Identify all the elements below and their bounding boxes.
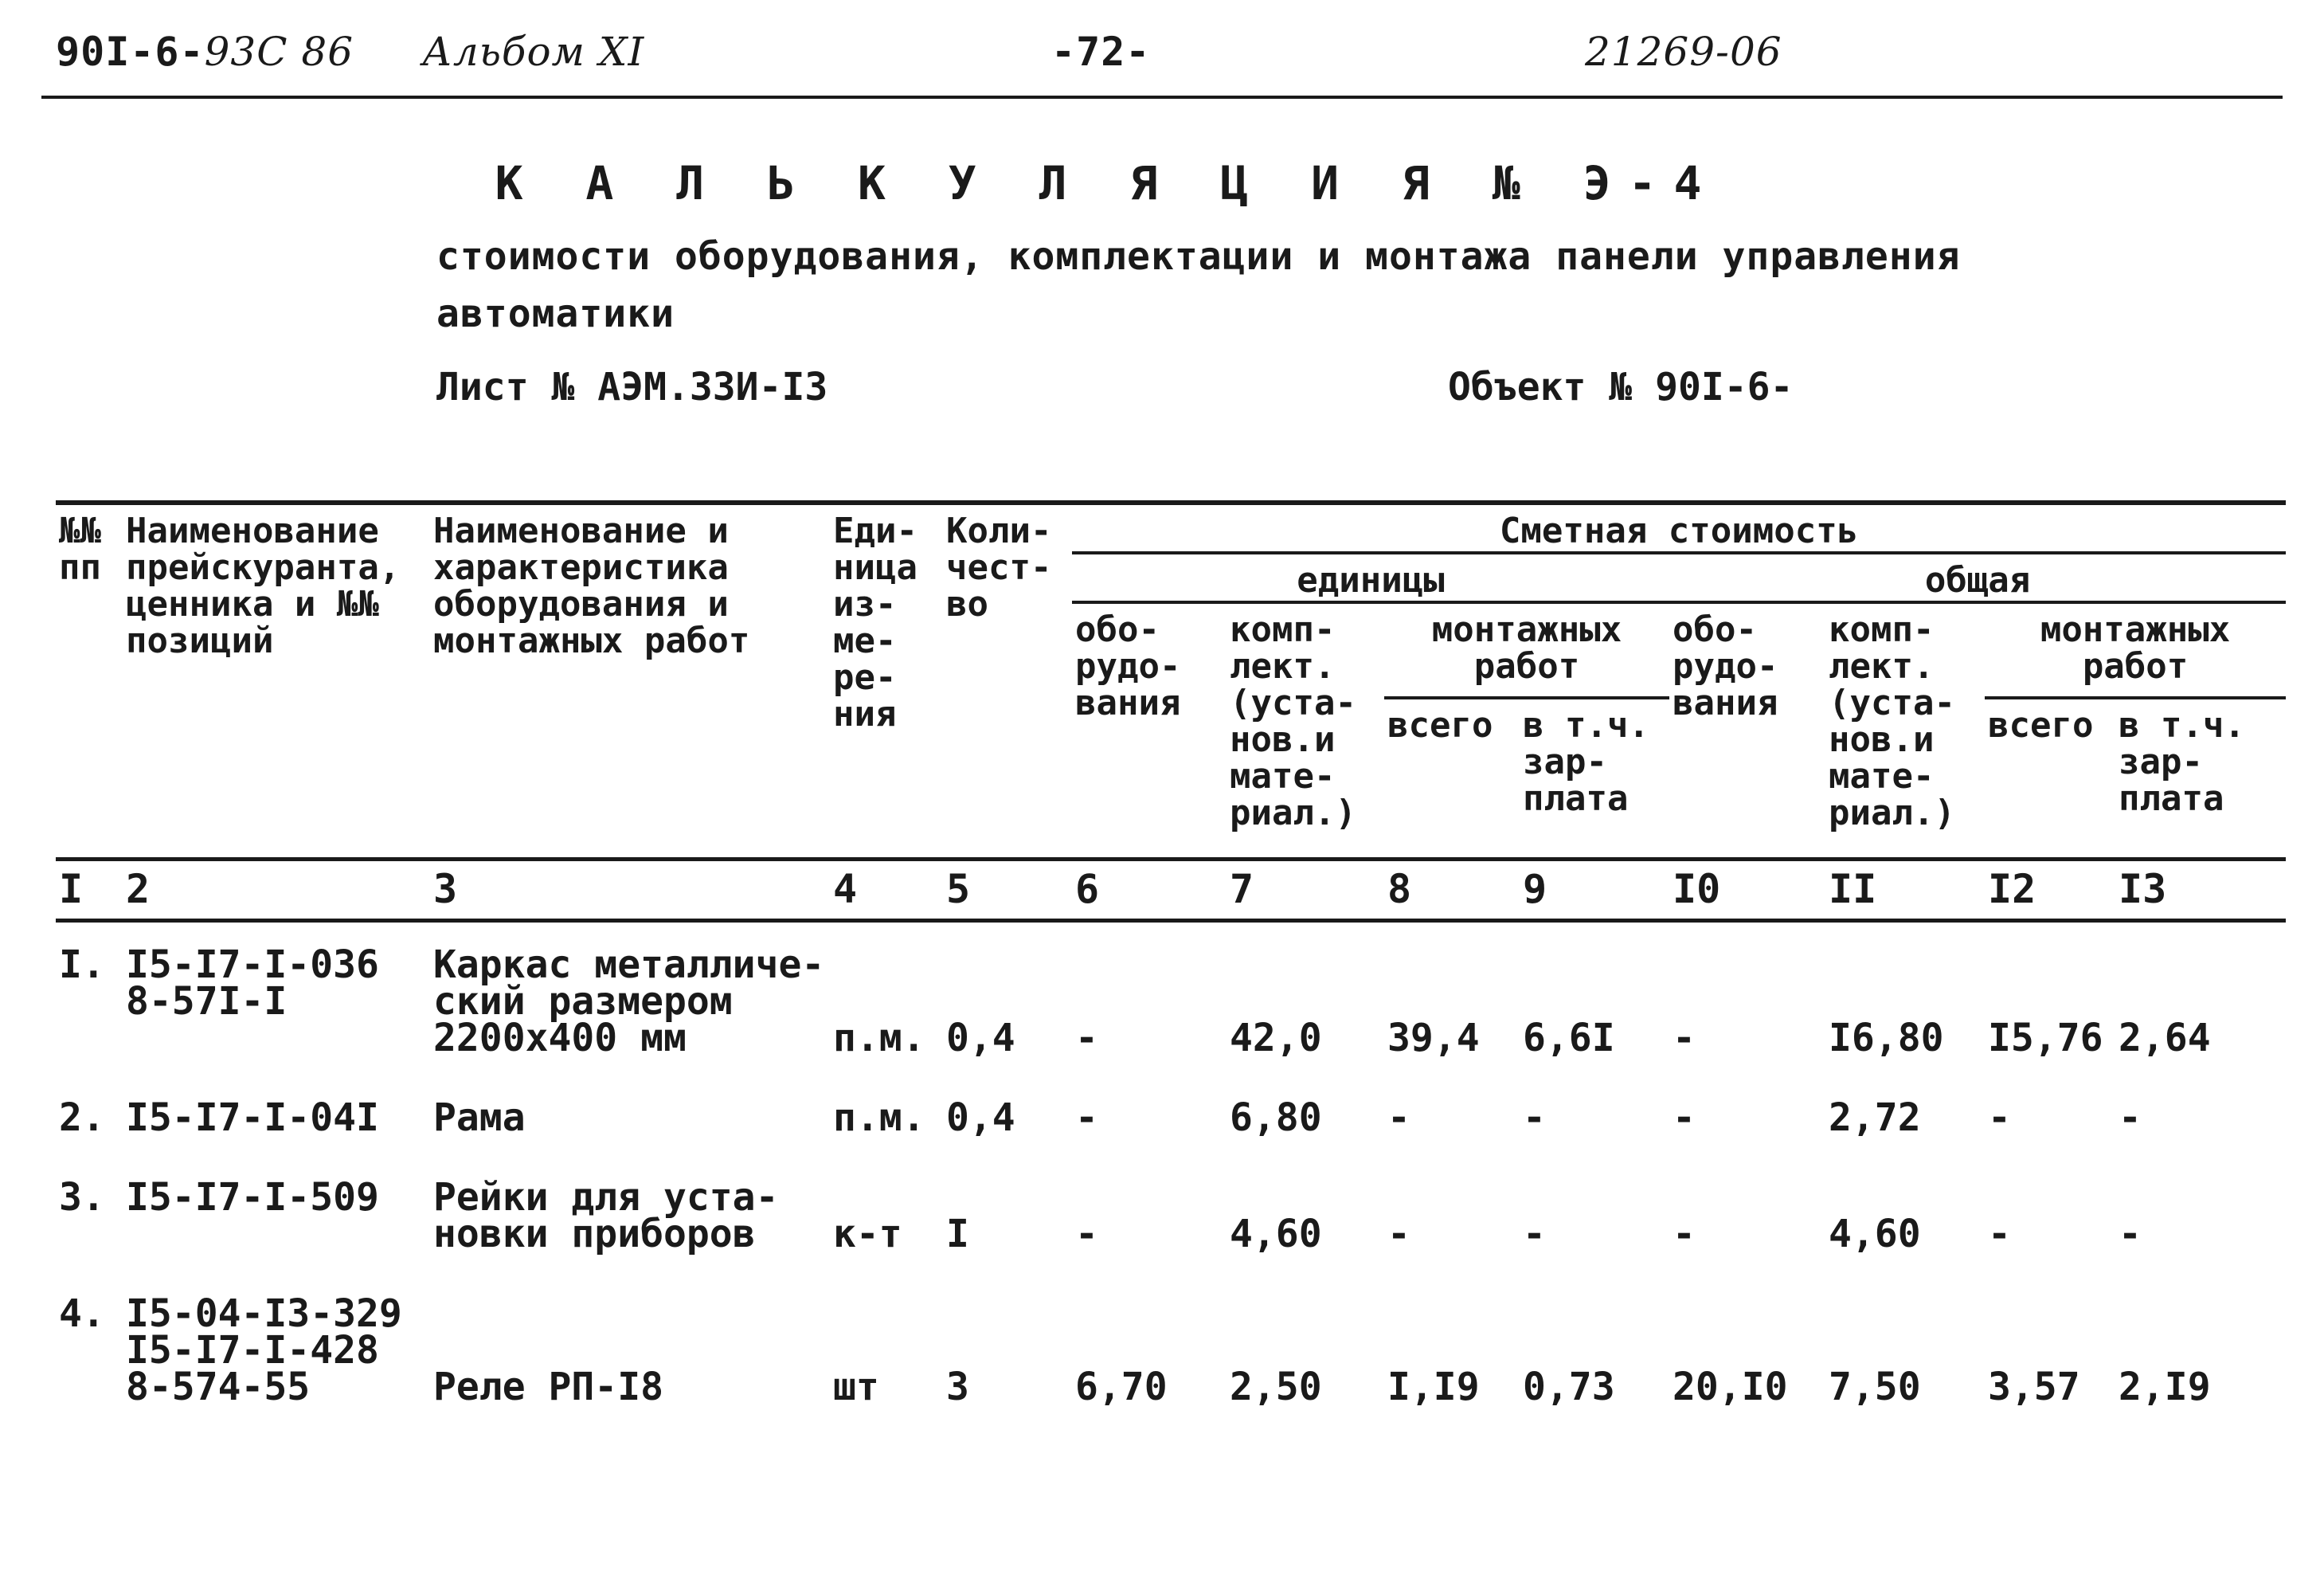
row-unit-mount-all: 39,4 xyxy=(1387,1016,1480,1060)
row-unit-mount-wage: 6,6I xyxy=(1523,1016,1615,1060)
row-unit-mount-all: - xyxy=(1387,1095,1410,1140)
header-mount: монтажных работ xyxy=(1384,602,1669,698)
row-positions xyxy=(123,1155,430,1271)
column-number: 5 xyxy=(943,860,1072,921)
row-total-mount-all: I5,76 xyxy=(1988,1016,2103,1060)
header-complect-total: комп-лект. (уста-нов.и мате-риал.) xyxy=(1829,609,1955,833)
header-rule xyxy=(41,96,2283,99)
header-mount-wage-total: в т.ч. зар-плата xyxy=(2119,705,2245,820)
row-num: 3. xyxy=(59,1175,105,1220)
table-row xyxy=(56,921,2286,1076)
header-num: №№ пп xyxy=(56,503,123,833)
row-qty: 0,4 xyxy=(946,1095,1015,1140)
table-row xyxy=(56,1271,2286,1424)
object-number: Объект № 90I-6- xyxy=(1448,365,1794,409)
row-name: Рама xyxy=(433,1095,526,1140)
table-row xyxy=(56,1155,2286,1271)
header-estimated-cost: Сметная стоимость xyxy=(1072,503,2286,553)
row-total-equipment: - xyxy=(1673,1212,1696,1256)
column-number: 9 xyxy=(1520,860,1669,921)
row-total-mount-wage: - xyxy=(2119,1212,2142,1256)
row-total-equipment: - xyxy=(1673,1016,1696,1060)
column-number: 8 xyxy=(1384,860,1520,921)
row-qty: I xyxy=(946,1212,969,1256)
header-unit: Еди-ница из-ме-ре-ния xyxy=(830,503,943,833)
row-unit-mount-all: I,I9 xyxy=(1387,1365,1480,1409)
column-number: 2 xyxy=(123,860,430,921)
position-code: I5-I7-I-036 xyxy=(126,942,379,987)
header-equipment-total: обо-рудо-вания xyxy=(1673,609,1778,723)
series-printed: 90I-6- xyxy=(56,29,205,75)
row-unit: к-т xyxy=(833,1212,902,1256)
row-unit: п.м. xyxy=(833,1016,925,1060)
position-code: I5-I7-I-428 xyxy=(126,1328,379,1373)
row-unit-complect: 2,50 xyxy=(1230,1365,1322,1409)
row-unit-complect: 4,60 xyxy=(1230,1212,1322,1256)
position-code: 8-574-55 xyxy=(126,1365,311,1409)
album-label: Альбом XI xyxy=(422,29,645,75)
row-total-equipment: - xyxy=(1673,1095,1696,1140)
row-total-mount-wage: 2,I9 xyxy=(2119,1365,2211,1409)
header-equipment: обо-рудо-вания xyxy=(1075,609,1181,723)
row-unit: п.м. xyxy=(833,1095,925,1140)
header-qty: Коли-чест-во xyxy=(943,503,1072,833)
column-numbers-row xyxy=(56,860,2286,921)
header-complect: комп-лект. (уста-нов.и мате-риал.) xyxy=(1230,609,1356,833)
column-number: I3 xyxy=(2115,860,2286,921)
row-total-equipment: 20,I0 xyxy=(1673,1365,1788,1409)
row-total-mount-all: 3,57 xyxy=(1988,1365,2080,1409)
position-code: 8-57I-I xyxy=(126,979,288,1024)
row-name: Рейки для уста-новки приборов xyxy=(433,1175,779,1256)
header-name: Наименование и характеристика оборудования и монтажных работ xyxy=(430,503,830,833)
row-positions xyxy=(123,1075,430,1155)
row-unit-complect: 6,80 xyxy=(1230,1095,1322,1140)
row-unit-mount-wage: 0,73 xyxy=(1523,1365,1615,1409)
header-total: общая xyxy=(1669,553,2286,602)
row-qty: 0,4 xyxy=(946,1016,1015,1060)
document-title: К А Л Ь К У Л Я Ц И Я № Э-4 xyxy=(495,156,1720,210)
series-handwritten: 93С 86 xyxy=(204,29,354,75)
row-num: I. xyxy=(59,942,105,987)
row-num: 2. xyxy=(59,1095,105,1140)
page-number: -72- xyxy=(1051,29,1151,75)
row-qty: 3 xyxy=(946,1365,969,1409)
row-unit-mount-wage: - xyxy=(1523,1095,1546,1140)
row-name: Реле РП-I8 xyxy=(433,1365,663,1409)
column-number: I xyxy=(56,860,123,921)
row-unit-complect: 42,0 xyxy=(1230,1016,1322,1060)
header-mount-total: монтажных работ xyxy=(1985,602,2286,698)
header-mount-wage: в т.ч. зар-плата xyxy=(1523,705,1649,820)
row-total-mount-all: - xyxy=(1988,1095,2011,1140)
row-unit-equipment: - xyxy=(1075,1016,1098,1060)
position-code: I5-I7-I-04I xyxy=(126,1095,379,1140)
header-pricelist: Наименование прейскуранта, ценника и №№ позиций xyxy=(123,503,430,833)
position-code: I5-04-I3-329 xyxy=(126,1291,402,1336)
column-number: I0 xyxy=(1669,860,1825,921)
series-code xyxy=(56,29,354,75)
header-mount-all-total: всего xyxy=(1988,705,2094,746)
row-unit-equipment: - xyxy=(1075,1095,1098,1140)
row-total-complect: 4,60 xyxy=(1829,1212,1921,1256)
calculation-table xyxy=(56,500,2286,1424)
row-total-complect: 7,50 xyxy=(1829,1365,1921,1409)
document-number: 21269-06 xyxy=(1585,29,1782,75)
position-code: I5-I7-I-509 xyxy=(126,1175,379,1220)
column-number: II xyxy=(1825,860,1985,921)
subtitle-line-1: стоимости оборудования, комплектации и монтажа панели управления xyxy=(436,234,1961,279)
sheet-number: Лист № АЭМ.33И-I3 xyxy=(436,365,828,409)
row-positions xyxy=(123,1271,430,1424)
column-number: 7 xyxy=(1227,860,1384,921)
subtitle-line-2: автоматики xyxy=(436,292,675,336)
row-num: 4. xyxy=(59,1291,105,1336)
row-unit: шт xyxy=(833,1365,879,1409)
row-total-mount-all: - xyxy=(1988,1212,2011,1256)
column-number: I2 xyxy=(1985,860,2115,921)
row-name: Каркас металличе-ский размером 2200х400 мм xyxy=(433,942,825,1060)
row-total-complect: I6,80 xyxy=(1829,1016,1944,1060)
column-number: 4 xyxy=(830,860,943,921)
header-per-unit: единицы xyxy=(1072,553,1669,602)
row-unit-mount-all: - xyxy=(1387,1212,1410,1256)
table-row xyxy=(56,1075,2286,1155)
column-number: 6 xyxy=(1072,860,1227,921)
row-unit-equipment: - xyxy=(1075,1212,1098,1256)
row-total-mount-wage: - xyxy=(2119,1095,2142,1140)
row-total-mount-wage: 2,64 xyxy=(2119,1016,2211,1060)
row-unit-mount-wage: - xyxy=(1523,1212,1546,1256)
column-number: 3 xyxy=(430,860,830,921)
row-positions xyxy=(123,921,430,1076)
header-mount-all: всего xyxy=(1387,705,1493,746)
row-unit-equipment: 6,70 xyxy=(1075,1365,1168,1409)
row-total-complect: 2,72 xyxy=(1829,1095,1921,1140)
